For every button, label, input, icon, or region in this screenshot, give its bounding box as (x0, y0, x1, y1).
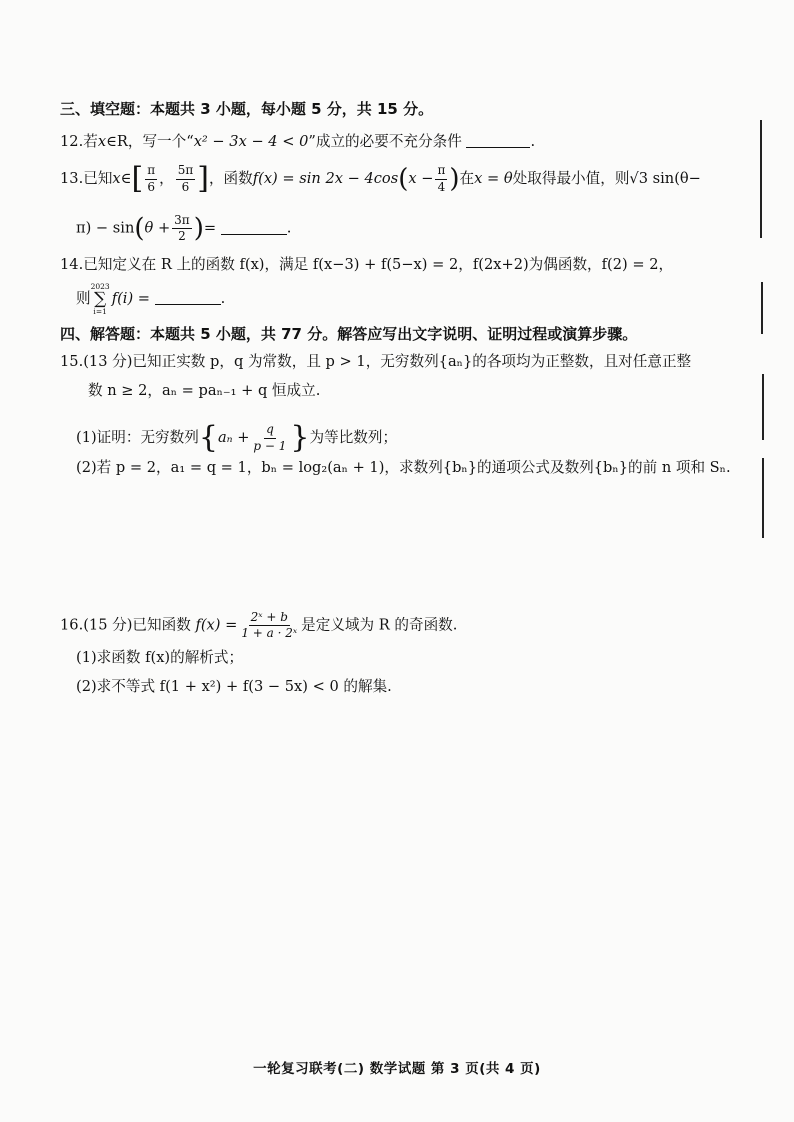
q15-part1-expr: aₙ + (217, 429, 250, 446)
q14-answer-blank[interactable] (155, 304, 221, 305)
q13-theta: θ + (144, 219, 171, 237)
q13-line2-start: π) − sin (76, 219, 135, 237)
question-14 (60, 258, 673, 273)
q12-var: x (97, 133, 107, 150)
cos-arg-fraction: $\frac{\pi}{4}$ (437, 163, 446, 194)
left-paren: ( (398, 164, 409, 194)
q15-number: 15. (60, 353, 84, 370)
q14-number: 14. (60, 256, 84, 273)
q15-part1-label: (1)证明：无穷数列 (76, 429, 199, 446)
q13-prefix: 已知 (83, 170, 113, 187)
left-brace: { (198, 420, 218, 455)
question-15 (60, 355, 691, 370)
margin-mark-4 (762, 458, 764, 538)
q13-func-label: ，函数 (208, 170, 253, 187)
interval-right-fraction: $\frac{5\pi}{6}$ (177, 163, 194, 194)
q16-suffix: 是定义域为 R 的奇函数. (301, 616, 458, 634)
question-12: 12.若x∈R，写一个“x² − 3x − 4 < 0”成立的必要不充分条件 . (60, 133, 536, 150)
question-13-line-2: π) − sin(θ + $\frac{3\pi}{2}$ )= . (76, 213, 292, 244)
section-3-title: 三、填空题：本题共 3 小题，每小题 5 分，共 15 分。 (60, 100, 434, 118)
three-pi-over-two-fraction: $\frac{3\pi}{2}$ (174, 213, 190, 244)
q13-var: x (112, 170, 121, 187)
q12-in-r: ∈R，写一个“ (106, 133, 194, 150)
right-paren-2: ) (193, 213, 204, 244)
margin-mark-1 (760, 120, 762, 238)
q15-part1-suffix: 为等比数列； (309, 429, 398, 446)
question-13 (60, 161, 701, 196)
q13-number: 13. (60, 170, 84, 187)
q13-cos-arg: x − (408, 170, 434, 187)
q-over-p-minus-1-fraction: $\frac{q}{p - 1}$ (253, 422, 287, 453)
q13-equals: = (203, 219, 217, 237)
q13-condition: x = θ (474, 170, 513, 187)
q12-prefix: 若 (83, 133, 98, 150)
q15-score: (13 分) (83, 353, 133, 370)
right-bracket: ] (197, 161, 209, 196)
q15-line-2: 数 n ≥ 2，aₙ = paₙ₋₁ + q 恒成立. (88, 382, 321, 399)
question-14-line-2: 则 2023 ∑ i=1 f(i) = . (76, 282, 226, 316)
q14-sum-expression: f(i) = (111, 290, 151, 307)
q16-function: f(x) = (195, 616, 238, 634)
q16-part-2: (2)求不等式 f(1 + x²) + f(3 − 5x) < 0 的解集. (76, 678, 392, 695)
margin-mark-2 (761, 282, 763, 334)
q14-text: 已知定义在 R 上的函数 f(x)，满足 f(x−3) + f(5−x) = 2，f(2x+2)为偶函数，f(2) = 2， (83, 256, 674, 273)
q13-at: 在 (459, 170, 475, 187)
q15-part-2: (2)若 p = 2，a₁ = q = 1，bₙ = log₂(aₙ + 1)，求数列{bₙ}的通项公式及数列{bₙ}的前 n 项和 Sₙ. (76, 459, 731, 476)
q13-tail: 处取得最小值，则√3 sin(θ− (512, 170, 701, 187)
q12-inequality: x² − 3x − 4 < 0 (193, 133, 309, 150)
q12-suffix: ”成立的必要不充分条件 (308, 133, 462, 150)
q16-fraction: $\frac{\text{2ˣ + b}}{\text{1 + a · 2ˣ}}$ (241, 610, 298, 641)
q16-score: (15 分) (83, 616, 133, 634)
q13-answer-blank[interactable] (221, 234, 287, 235)
interval-left-fraction: $\frac{\pi}{6}$ (147, 163, 156, 194)
left-bracket: [ (131, 161, 144, 196)
q12-answer-blank[interactable] (466, 147, 530, 148)
page-footer: 一轮复习联考(二) 数学试题 第 3 页(共 4 页) (253, 1061, 541, 1077)
q13-in: ∈ (120, 170, 132, 187)
margin-mark-3 (762, 374, 764, 440)
right-brace: } (290, 420, 310, 455)
right-paren: ) (449, 164, 460, 194)
question-16 (60, 611, 457, 640)
q15-part-1 (76, 420, 398, 455)
section-4-title: 四、解答题：本题共 5 小题，共 77 分。解答应写出文字说明、证明过程或演算步骤。 (60, 325, 638, 343)
q13-function: f(x) = sin 2x − 4cos (252, 170, 399, 187)
summation-symbol: 2023 ∑ i=1 (90, 282, 110, 316)
left-paren-2: ( (134, 213, 145, 244)
q16-part-1: (1)求函数 f(x)的解析式； (76, 649, 244, 666)
q14-prefix: 则 (76, 290, 91, 307)
q16-number: 16. (60, 616, 84, 634)
q12-number: 12. (60, 133, 84, 150)
q13-comma: ， (159, 170, 174, 187)
q15-line-1: 已知正实数 p，q 为常数，且 p > 1，无穷数列{aₙ}的各项均为正整数，且对任意正整 (132, 353, 692, 370)
q16-prefix: 已知函数 (132, 616, 191, 634)
